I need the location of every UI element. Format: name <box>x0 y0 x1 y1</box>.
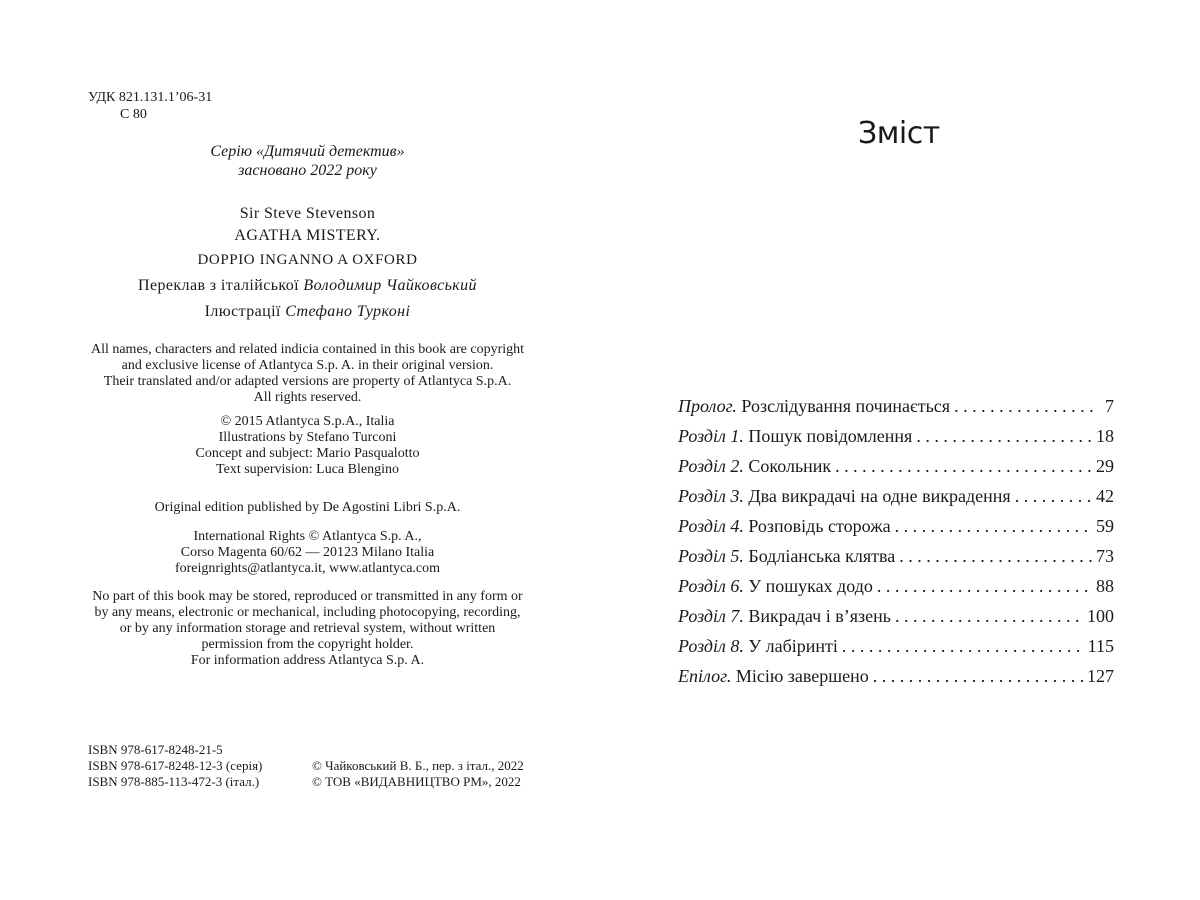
translator-credit <box>85 275 530 297</box>
toc-page: 7 <box>1105 396 1114 416</box>
book-subtitle: DOPPIO INGANNO A OXFORD <box>197 252 418 268</box>
isbn-line: ISBN 978-617-8248-21-5 <box>88 742 223 757</box>
toc-label: Епілог. <box>678 666 732 686</box>
translator-prefix: Переклав з італійської <box>138 277 299 294</box>
illustrator-name: Стефано Турконі <box>285 303 411 320</box>
rights-line: and exclusive license of Atlantyca S.p. A. in their original version. <box>121 358 494 373</box>
toc-leader <box>916 426 1092 447</box>
author-mark: С 80 <box>120 107 147 122</box>
toc-leader <box>954 396 1096 417</box>
rights-line: All names, characters and related indicia contained in this book are copyright <box>90 342 525 357</box>
legal-line: by any means, electronic or mechanical, including photocopying, recording, <box>94 605 521 620</box>
toc-page: 73 <box>1096 546 1114 566</box>
illustrator-credit <box>85 301 530 323</box>
original-edition: Original edition published by De Agostini Libri S.p.A. <box>154 500 461 515</box>
copyright-line: © 2015 Atlantyca S.p.A., Italia <box>220 414 395 429</box>
toc-label: Розділ 3. <box>678 486 744 506</box>
series-note <box>85 142 530 180</box>
copyright-line: Concept and subject: Mario Pasqualotto <box>195 446 420 461</box>
toc-chapter-title: У пошуках додо <box>748 576 873 596</box>
toc-page: 115 <box>1087 636 1114 656</box>
toc-title: Зміст <box>858 116 940 151</box>
toc-chapter-title: Бодліанська клятва <box>748 546 896 566</box>
toc-leader <box>842 636 1084 657</box>
udc-line: УДК 821.131.1’06-31 <box>88 90 213 105</box>
toc-label: Розділ 2. <box>678 456 744 476</box>
copyright-ua <box>312 758 524 790</box>
book-title: AGATHA MISTERY. <box>234 227 381 244</box>
toc-label: Розділ 7. <box>678 606 744 626</box>
toc-leader <box>899 546 1092 567</box>
toc-chapter-title: У лабіринті <box>748 636 838 656</box>
udc-code <box>88 89 212 123</box>
toc-entry[interactable] <box>678 486 1114 516</box>
legal-notice <box>85 589 530 669</box>
isbn-list <box>88 742 262 790</box>
toc-leader <box>1015 486 1092 507</box>
toc-label: Розділ 5. <box>678 546 744 566</box>
toc-leader <box>895 606 1083 627</box>
toc-entry[interactable] <box>678 606 1114 636</box>
toc-leader <box>835 456 1092 477</box>
author-name: Sir Steve Stevenson <box>239 205 376 222</box>
legal-line: No part of this book may be stored, reproduced or transmitted in any form or <box>92 589 523 604</box>
series-line: засновано 2022 року <box>238 162 377 179</box>
toc-entry[interactable] <box>678 636 1114 666</box>
rights-notice <box>85 342 530 406</box>
illustrator-prefix: Ілюстрації <box>204 303 281 320</box>
intl-line: Corso Magenta 60/62 — 20123 Milano Italia <box>180 545 435 560</box>
copyright-ua-line: © Чайковський В. Б., пер. з італ., 2022 <box>312 758 524 773</box>
isbn-line: ISBN 978-885-113-472-3 (італ.) <box>88 774 260 789</box>
toc-leader <box>873 666 1083 687</box>
rights-line: All rights reserved. <box>253 390 362 405</box>
legal-line: permission from the copyright holder. <box>201 637 414 652</box>
toc-entry[interactable] <box>678 396 1114 426</box>
intl-line: International Rights © Atlantyca S.p. A., <box>193 529 422 544</box>
toc-label: Розділ 1. <box>678 426 744 446</box>
toc-label: Пролог. <box>678 396 737 416</box>
book-credits <box>85 203 530 323</box>
toc-entry[interactable] <box>678 576 1114 606</box>
toc-entry[interactable] <box>678 426 1114 456</box>
toc-page: 18 <box>1096 426 1114 446</box>
toc-chapter-title: Розповідь сторожа <box>748 516 891 536</box>
isbn-line: ISBN 978-617-8248-12-3 (серія) <box>88 758 263 773</box>
toc-chapter-title: Місію завершено <box>735 666 869 686</box>
toc-entry[interactable] <box>678 516 1114 546</box>
toc-chapter-title: Пошук повідомлення <box>748 426 913 446</box>
toc-chapter-title: Розслідування починається <box>741 396 951 416</box>
toc-entry[interactable] <box>678 546 1114 576</box>
copyright-line: Text supervision: Luca Blengino <box>216 462 399 477</box>
copyright-ua-line: © ТОВ «ВИДАВНИЦТВО РМ», 2022 <box>312 774 521 789</box>
toc-label: Розділ 6. <box>678 576 744 596</box>
toc-entry[interactable] <box>678 666 1114 696</box>
toc-label: Розділ 4. <box>678 516 744 536</box>
rights-line: Their translated and/or adapted versions are property of Atlantyca S.p.A. <box>103 374 512 389</box>
copyright-block <box>85 414 530 478</box>
intl-line: foreignrights@atlantyca.it, www.atlantyca.com <box>174 561 441 576</box>
translator-name: Володимир Чайковський <box>303 277 477 294</box>
toc-leader <box>877 576 1092 597</box>
toc-leader <box>895 516 1092 537</box>
international-rights <box>85 529 530 577</box>
toc-page: 29 <box>1096 456 1114 476</box>
copyright-line: Illustrations by Stefano Turconi <box>218 430 397 445</box>
toc-entry[interactable] <box>678 456 1114 486</box>
toc-page: 127 <box>1087 666 1114 686</box>
toc-chapter-title: Викрадач і в’язень <box>748 606 891 626</box>
toc-page: 42 <box>1096 486 1114 506</box>
legal-line: or by any information storage and retrieval system, without written <box>119 621 496 636</box>
series-line: Серію «Дитячий детектив» <box>210 143 405 160</box>
toc-page: 100 <box>1087 606 1114 626</box>
toc-label: Розділ 8. <box>678 636 744 656</box>
toc-page: 88 <box>1096 576 1114 596</box>
legal-line: For information address Atlantyca S.p. A. <box>190 653 425 668</box>
toc-page: 59 <box>1096 516 1114 536</box>
toc-chapter-title: Сокольник <box>748 456 832 476</box>
table-of-contents <box>678 396 1114 696</box>
toc-chapter-title: Два викрадачі на одне викрадення <box>748 486 1011 506</box>
